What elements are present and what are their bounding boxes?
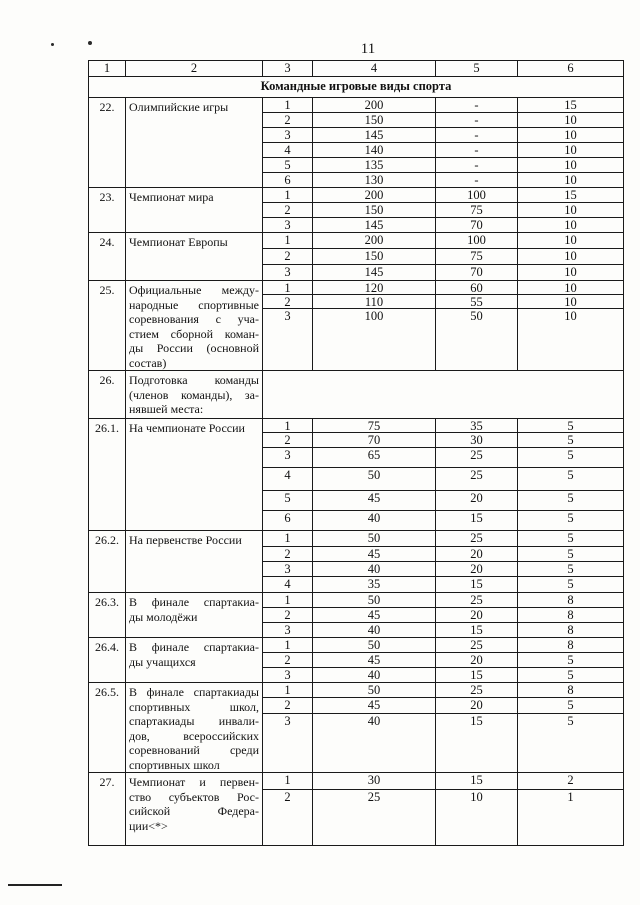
column-4-value: 25	[313, 790, 436, 846]
scan-speck	[51, 43, 54, 46]
column-6-value: 5	[518, 668, 624, 683]
row-description	[126, 371, 263, 419]
description-line: В финале спартакиады	[129, 685, 259, 699]
row-description	[126, 531, 263, 593]
column-5-value: -	[436, 158, 518, 173]
column-4-value: 45	[313, 608, 436, 623]
row-description	[126, 98, 263, 188]
place-cell: 4	[263, 577, 313, 593]
column-4-value: 75	[313, 419, 436, 433]
column-6-value: 5	[518, 433, 624, 448]
description-line: стием сборной коман-	[129, 326, 259, 341]
description-line: Официальные между-	[129, 283, 259, 297]
description-line: соревнований среди	[129, 743, 259, 757]
column-5-value: 20	[436, 698, 518, 714]
description-line: Чемпионат мира	[129, 190, 214, 204]
place-cell: 2	[263, 203, 313, 218]
column-6-value: 10	[518, 143, 624, 158]
column-4-value: 150	[313, 113, 436, 128]
place-cell: 2	[263, 790, 313, 846]
column-5-value: -	[436, 128, 518, 143]
column-5-value: -	[436, 143, 518, 158]
column-number-header: 2	[126, 61, 263, 77]
column-4-value: 110	[313, 295, 436, 309]
column-6-value: 8	[518, 608, 624, 623]
row-number: 25.	[89, 281, 126, 371]
description-line: В финале спартакиа-	[129, 640, 259, 654]
column-5-value: 70	[436, 265, 518, 281]
column-6-value: 10	[518, 203, 624, 218]
column-number-header: 5	[436, 61, 518, 77]
column-number-header: 4	[313, 61, 436, 77]
row-description	[126, 233, 263, 281]
row-number: 26.5.	[89, 683, 126, 773]
row-number: 26.2.	[89, 531, 126, 593]
place-cell: 3	[263, 668, 313, 683]
place-cell: 3	[263, 448, 313, 468]
description-line: (членов команды), за-	[129, 387, 259, 402]
column-4-value: 200	[313, 188, 436, 203]
place-cell: 2	[263, 608, 313, 623]
place-cell: 3	[263, 714, 313, 773]
place-cell: 6	[263, 511, 313, 531]
column-4-value: 50	[313, 531, 436, 547]
column-5-value: -	[436, 98, 518, 113]
column-4-value: 45	[313, 698, 436, 714]
section-title: Командные игровые виды спорта	[89, 77, 624, 98]
description-line: ство субъектов Рос-	[129, 789, 259, 804]
empty-merged-cell	[263, 371, 624, 419]
column-6-value: 5	[518, 577, 624, 593]
column-6-value: 2	[518, 773, 624, 790]
column-6-value: 5	[518, 448, 624, 468]
column-number-header: 6	[518, 61, 624, 77]
column-4-value: 40	[313, 668, 436, 683]
column-6-value: 15	[518, 98, 624, 113]
column-6-value: 10	[518, 158, 624, 173]
description-line: Чемпионат и первен-	[129, 775, 259, 789]
column-5-value: 25	[436, 468, 518, 491]
place-cell: 3	[263, 309, 313, 371]
column-5-value: 30	[436, 433, 518, 448]
column-5-value: 25	[436, 593, 518, 608]
column-6-value: 8	[518, 683, 624, 698]
column-4-value: 40	[313, 623, 436, 638]
column-5-value: 60	[436, 281, 518, 295]
column-6-value: 5	[518, 562, 624, 577]
column-6-value: 15	[518, 188, 624, 203]
description-line: Подготовка команды	[129, 373, 259, 387]
place-cell: 1	[263, 281, 313, 295]
column-6-value: 10	[518, 218, 624, 233]
column-4-value: 30	[313, 773, 436, 790]
column-6-value: 5	[518, 547, 624, 562]
place-cell: 3	[263, 218, 313, 233]
place-cell: 2	[263, 433, 313, 448]
place-cell: 1	[263, 593, 313, 608]
row-number: 26.4.	[89, 638, 126, 683]
column-4-value: 70	[313, 433, 436, 448]
column-6-value: 10	[518, 128, 624, 143]
column-4-value: 50	[313, 638, 436, 653]
place-cell: 3	[263, 265, 313, 281]
column-5-value: 25	[436, 531, 518, 547]
column-5-value: 10	[436, 790, 518, 846]
row-number: 22.	[89, 98, 126, 188]
place-cell: 1	[263, 638, 313, 653]
column-5-value: 100	[436, 233, 518, 249]
row-description	[126, 773, 263, 846]
column-4-value: 145	[313, 265, 436, 281]
column-5-value: 75	[436, 203, 518, 218]
place-cell: 2	[263, 547, 313, 562]
column-6-value: 5	[518, 714, 624, 773]
column-4-value: 200	[313, 98, 436, 113]
description-line: ды России (основной	[129, 341, 259, 355]
column-5-value: 15	[436, 623, 518, 638]
place-cell: 1	[263, 683, 313, 698]
column-5-value: 20	[436, 608, 518, 623]
page-number: 11	[360, 41, 376, 57]
place-cell: 3	[263, 562, 313, 577]
column-6-value: 10	[518, 295, 624, 309]
description-line: Чемпионат Европы	[129, 235, 228, 249]
column-4-value: 45	[313, 547, 436, 562]
column-5-value: 20	[436, 547, 518, 562]
column-6-value: 5	[518, 511, 624, 531]
description-line: В финале спартакиа-	[129, 595, 259, 609]
column-4-value: 140	[313, 143, 436, 158]
column-4-value: 100	[313, 309, 436, 371]
place-cell: 2	[263, 295, 313, 309]
column-5-value: 35	[436, 419, 518, 433]
column-6-value: 5	[518, 468, 624, 491]
column-5-value: -	[436, 113, 518, 128]
column-5-value: 50	[436, 309, 518, 371]
description-line: ды учащихся	[129, 654, 196, 669]
column-5-value: 15	[436, 714, 518, 773]
description-line: ции<*>	[129, 818, 168, 833]
column-4-value: 50	[313, 468, 436, 491]
description-line: спартакиады инвали-	[129, 714, 259, 728]
place-cell: 1	[263, 773, 313, 790]
column-4-value: 50	[313, 593, 436, 608]
column-4-value: 145	[313, 128, 436, 143]
place-cell: 5	[263, 158, 313, 173]
description-line: ды молодёжи	[129, 609, 198, 624]
row-description	[126, 683, 263, 773]
place-cell: 5	[263, 491, 313, 511]
description-line: соревнования с уча-	[129, 312, 259, 326]
description-line: Олимпийские игры	[129, 100, 229, 114]
column-4-value: 120	[313, 281, 436, 295]
column-6-value: 10	[518, 265, 624, 281]
column-5-value: 20	[436, 653, 518, 668]
description-line: нявшей места:	[129, 402, 204, 416]
row-description	[126, 593, 263, 638]
place-cell: 4	[263, 468, 313, 491]
column-6-value: 5	[518, 698, 624, 714]
row-number: 23.	[89, 188, 126, 233]
row-description	[126, 419, 263, 531]
column-6-value: 10	[518, 113, 624, 128]
description-line: народные спортивные	[129, 297, 259, 312]
scan-speck	[88, 41, 92, 45]
description-line: спортивных школ	[129, 757, 220, 772]
column-6-value: 10	[518, 281, 624, 295]
place-cell: 2	[263, 653, 313, 668]
column-5-value: 15	[436, 577, 518, 593]
column-4-value: 130	[313, 173, 436, 188]
column-5-value: 25	[436, 638, 518, 653]
column-6-value: 10	[518, 309, 624, 371]
row-number: 26.	[89, 371, 126, 419]
row-description	[126, 638, 263, 683]
column-5-value: 25	[436, 683, 518, 698]
place-cell: 2	[263, 113, 313, 128]
column-4-value: 150	[313, 249, 436, 265]
scan-edge-line	[8, 884, 62, 886]
column-5-value: 75	[436, 249, 518, 265]
column-6-value: 1	[518, 790, 624, 846]
place-cell: 2	[263, 249, 313, 265]
column-5-value: 15	[436, 773, 518, 790]
row-number: 24.	[89, 233, 126, 281]
place-cell: 1	[263, 98, 313, 113]
column-6-value: 8	[518, 593, 624, 608]
description-line: На первенстве России	[129, 533, 242, 547]
column-4-value: 40	[313, 714, 436, 773]
column-number-header: 1	[89, 61, 126, 77]
column-6-value: 8	[518, 623, 624, 638]
place-cell: 3	[263, 623, 313, 638]
column-4-value: 45	[313, 491, 436, 511]
column-4-value: 145	[313, 218, 436, 233]
column-4-value: 50	[313, 683, 436, 698]
row-description	[126, 188, 263, 233]
column-4-value: 200	[313, 233, 436, 249]
column-4-value: 40	[313, 562, 436, 577]
column-number-header: 3	[263, 61, 313, 77]
place-cell: 1	[263, 419, 313, 433]
column-6-value: 10	[518, 249, 624, 265]
description-line: На чемпионате России	[129, 421, 245, 435]
place-cell: 2	[263, 698, 313, 714]
column-4-value: 65	[313, 448, 436, 468]
column-5-value: 20	[436, 562, 518, 577]
column-5-value: 20	[436, 491, 518, 511]
place-cell: 1	[263, 233, 313, 249]
row-description	[126, 281, 263, 371]
column-5-value: -	[436, 173, 518, 188]
column-4-value: 40	[313, 511, 436, 531]
row-number: 26.1.	[89, 419, 126, 531]
column-5-value: 25	[436, 448, 518, 468]
column-4-value: 35	[313, 577, 436, 593]
row-number: 26.3.	[89, 593, 126, 638]
column-5-value: 15	[436, 668, 518, 683]
place-cell: 1	[263, 188, 313, 203]
column-6-value: 5	[518, 653, 624, 668]
description-line: состав)	[129, 355, 167, 370]
column-4-value: 150	[313, 203, 436, 218]
place-cell: 4	[263, 143, 313, 158]
column-6-value: 5	[518, 419, 624, 433]
column-6-value: 8	[518, 638, 624, 653]
column-5-value: 55	[436, 295, 518, 309]
sports-table	[88, 60, 624, 846]
column-4-value: 135	[313, 158, 436, 173]
column-6-value: 10	[518, 173, 624, 188]
column-6-value: 5	[518, 491, 624, 511]
column-5-value: 15	[436, 511, 518, 531]
column-6-value: 5	[518, 531, 624, 547]
description-line: спортивных школ,	[129, 699, 259, 714]
place-cell: 3	[263, 128, 313, 143]
column-5-value: 70	[436, 218, 518, 233]
description-line: дов, всероссийских	[129, 728, 259, 743]
place-cell: 6	[263, 173, 313, 188]
column-4-value: 45	[313, 653, 436, 668]
column-6-value: 10	[518, 233, 624, 249]
row-number: 27.	[89, 773, 126, 846]
description-line: сийской Федера-	[129, 804, 259, 818]
column-5-value: 100	[436, 188, 518, 203]
place-cell: 1	[263, 531, 313, 547]
